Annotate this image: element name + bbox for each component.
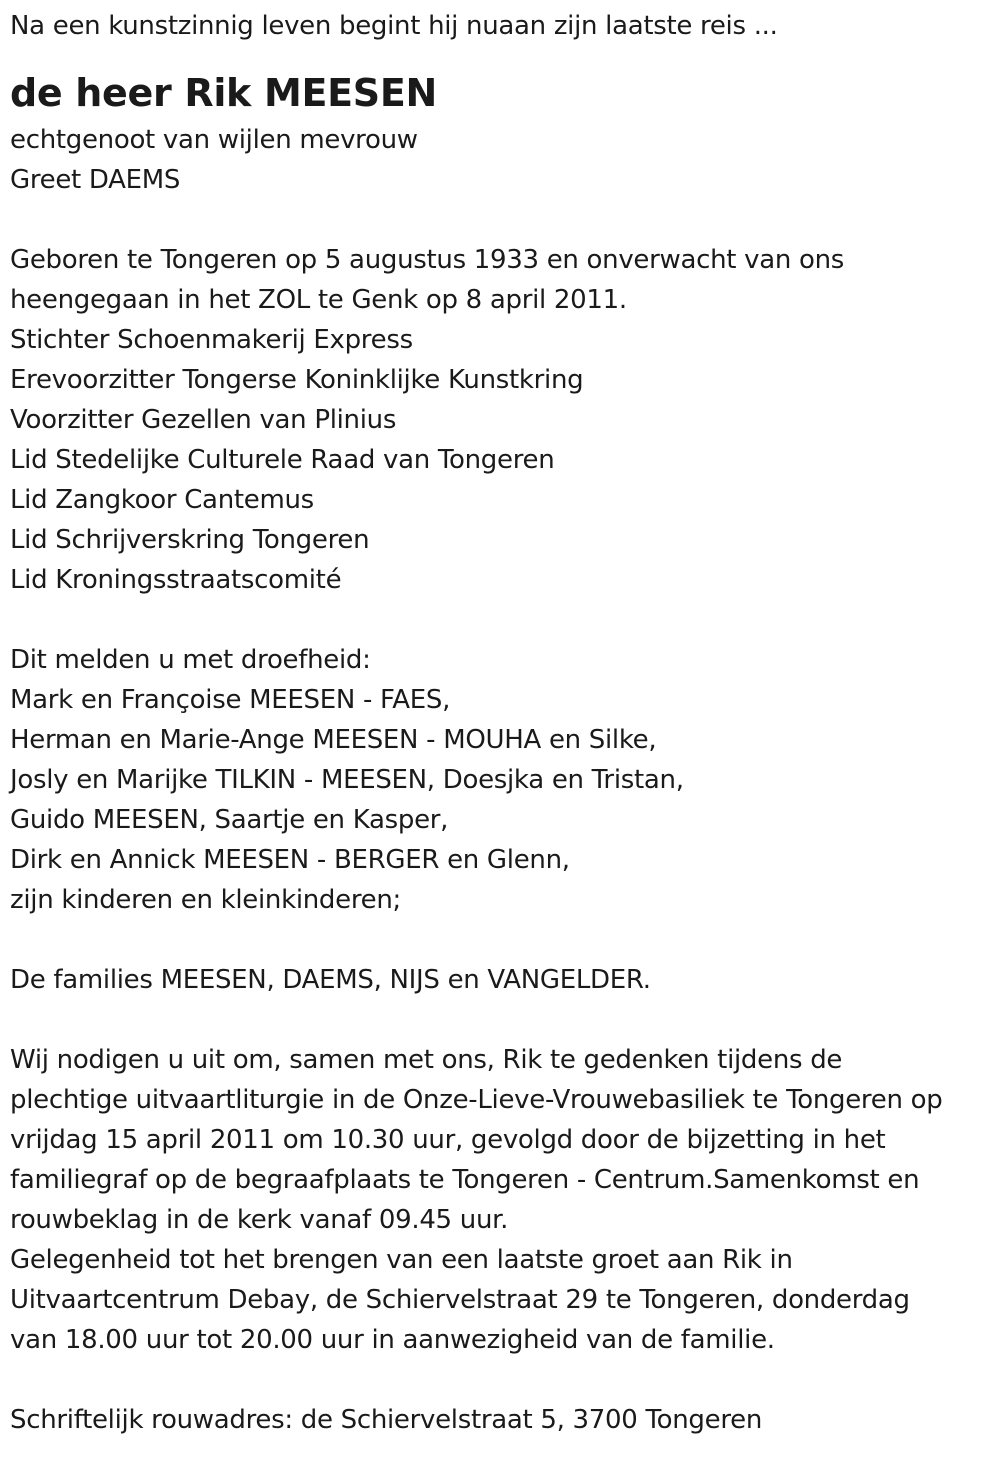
mourners-line: Dit melden u met droefheid:: [10, 645, 371, 675]
service-line: vrijdag 15 april 2011 om 10.30 uur, gevolgd door de bijzetting in het: [10, 1125, 886, 1155]
service-line: Wij nodigen u uit om, samen met ons, Rik te gedenken tijdens de: [10, 1045, 843, 1075]
bio-line: Erevoorzitter Tongerse Koninklijke Kunstkring: [10, 365, 584, 395]
mourners-line: Mark en Françoise MEESEN - FAES,: [10, 685, 451, 715]
spouse-line: echtgenoot van wijlen mevrouw: [10, 125, 418, 155]
spacer: [10, 920, 995, 960]
families-line: De families MEESEN, DAEMS, NIJS en VANGELDER.: [10, 965, 651, 995]
bio-line: Lid Stedelijke Culturele Raad van Tongeren: [10, 445, 555, 475]
bio-line: Lid Schrijverskring Tongeren: [10, 525, 370, 555]
spacer: [10, 1360, 995, 1400]
mourners-block: [10, 640, 995, 920]
spacer: [10, 1000, 995, 1040]
deceased-name-heading: de heer Rik MEESEN: [10, 71, 438, 115]
spouse-block: [10, 120, 995, 200]
mourners-line: Herman en Marie-Ange MEESEN - MOUHA en Silke,: [10, 725, 657, 755]
service-line: rouwbeklag in de kerk vanaf 09.45 uur.: [10, 1205, 509, 1235]
service-line: Uitvaartcentrum Debay, de Schiervelstraat 29 te Tongeren, donderdag: [10, 1285, 910, 1315]
obituary-document: [10, 6, 995, 1440]
service-block: [10, 1040, 995, 1360]
service-line: familiegraf op de begraafplaats te Tongeren - Centrum.Samenkomst en: [10, 1165, 920, 1195]
spacer: [10, 200, 995, 240]
bio-line: heengegaan in het ZOL te Genk op 8 april 2011.: [10, 285, 627, 315]
spacer: [10, 600, 995, 640]
address-line: Schriftelijk rouwadres: de Schiervelstraat 5, 3700 Tongeren: [10, 1405, 763, 1435]
mourners-line: Dirk en Annick MEESEN - BERGER en Glenn,: [10, 845, 570, 875]
service-line: plechtige uitvaartliturgie in de Onze-Lieve-Vrouwebasiliek te Tongeren op: [10, 1085, 943, 1115]
bio-line: Lid Kroningsstraatscomité: [10, 565, 342, 595]
biography-block: [10, 240, 995, 600]
service-line: van 18.00 uur tot 20.00 uur in aanwezigheid van de familie.: [10, 1325, 775, 1355]
bio-line: Voorzitter Gezellen van Plinius: [10, 405, 397, 435]
mourners-line: Josly en Marijke TILKIN - MEESEN, Doesjka en Tristan,: [10, 765, 684, 795]
bio-line: Lid Zangkoor Cantemus: [10, 485, 314, 515]
mourners-line: Guido MEESEN, Saartje en Kasper,: [10, 805, 449, 835]
intro-line: Na een kunstzinnig leven begint hij nuaan zijn laatste reis ...: [10, 11, 778, 41]
spouse-line: Greet DAEMS: [10, 165, 181, 195]
spacer: [10, 46, 995, 66]
service-line: Gelegenheid tot het brengen van een laatste groet aan Rik in: [10, 1245, 793, 1275]
mourners-line: zijn kinderen en kleinkinderen;: [10, 885, 401, 915]
bio-line: Stichter Schoenmakerij Express: [10, 325, 413, 355]
bio-line: Geboren te Tongeren op 5 augustus 1933 en onverwacht van ons: [10, 245, 845, 275]
